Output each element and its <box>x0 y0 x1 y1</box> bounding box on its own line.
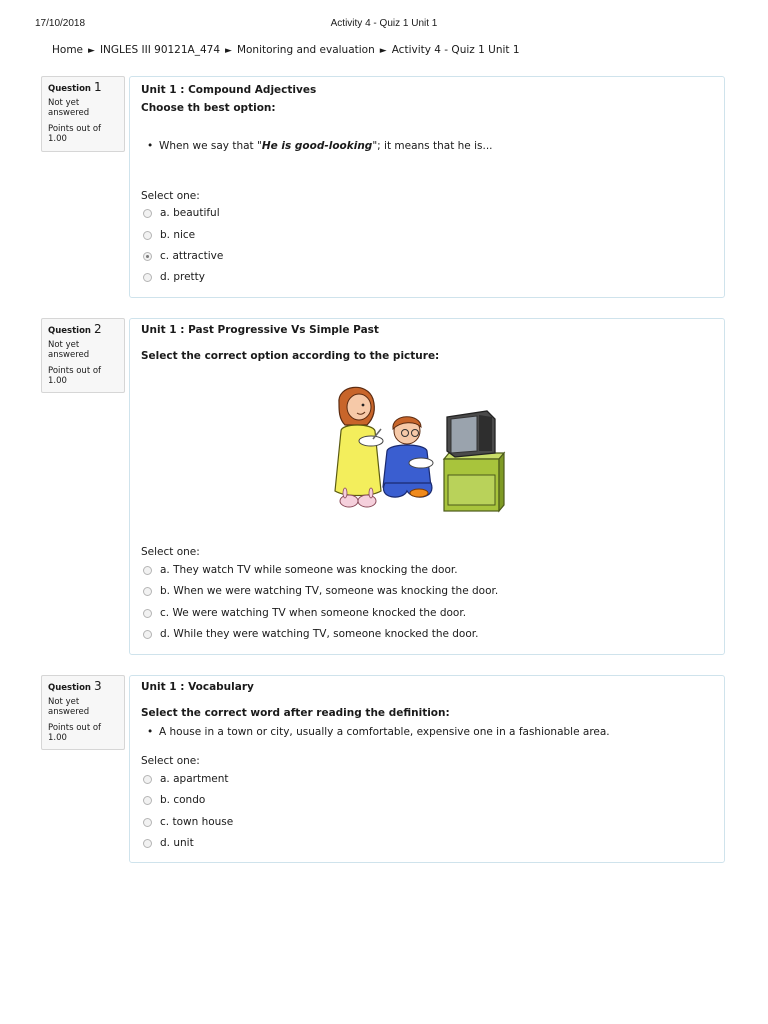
question-3-content <box>129 675 725 863</box>
question-label: Question <box>48 683 91 693</box>
question-points: Points out of 1.00 <box>48 723 102 743</box>
question-number <box>48 324 118 336</box>
option-a[interactable] <box>143 773 229 785</box>
option-label: a. apartment <box>160 773 229 785</box>
radio-icon[interactable] <box>143 566 152 575</box>
definition-text: A house in a town or city, usually a comfortable, expensive one in a fashionable area. <box>159 726 610 738</box>
select-one-label: Select one: <box>141 755 200 767</box>
question-1-info <box>41 76 125 152</box>
breadcrumb-course[interactable]: INGLES III 90121A_474 <box>99 44 221 56</box>
breadcrumb-section[interactable]: Monitoring and evaluation <box>236 44 375 56</box>
radio-checked-icon[interactable] <box>143 252 152 261</box>
radio-icon[interactable] <box>143 231 152 240</box>
radio-icon[interactable] <box>143 775 152 784</box>
question-points: Points out of 1.00 <box>48 366 102 386</box>
question-state: Not yet answered <box>48 98 90 118</box>
question-number-value: 2 <box>93 322 102 336</box>
children-watching-tv-illustration <box>327 379 511 519</box>
option-d[interactable] <box>143 837 194 849</box>
option-c[interactable] <box>143 816 233 828</box>
question-title: Unit 1 : Vocabulary <box>141 681 254 693</box>
option-label: c. attractive <box>160 250 224 262</box>
question-number-value: 1 <box>93 80 102 94</box>
breadcrumb <box>52 44 520 56</box>
question-2-content <box>129 318 725 655</box>
prompt-emphasis: He is good-looking <box>261 140 373 152</box>
question-instruction: Select the correct word after reading the definition: <box>141 707 450 719</box>
question-state: Not yet answered <box>48 340 90 360</box>
print-title: Activity 4 - Quiz 1 Unit 1 <box>330 18 438 29</box>
radio-icon[interactable] <box>143 818 152 827</box>
option-b[interactable] <box>143 585 498 597</box>
print-date: 17/10/2018 <box>35 18 86 29</box>
question-number <box>48 82 118 94</box>
option-a[interactable] <box>143 564 458 576</box>
select-one-label: Select one: <box>141 546 200 558</box>
option-d[interactable] <box>143 628 478 640</box>
option-label: c. town house <box>160 816 234 828</box>
breadcrumb-quiz[interactable]: Activity 4 - Quiz 1 Unit 1 <box>391 44 520 56</box>
option-label: b. condo <box>160 794 206 806</box>
question-number-value: 3 <box>93 679 102 693</box>
question-title: Unit 1 : Compound Adjectives <box>141 84 317 96</box>
option-label: d. unit <box>160 837 194 849</box>
question-definition <box>147 726 610 738</box>
select-one-label: Select one: <box>141 190 200 202</box>
option-label: d. While they were watching TV, someone knocked the door. <box>160 628 479 640</box>
breadcrumb-separator-icon: ► <box>379 46 387 56</box>
radio-icon[interactable] <box>143 796 152 805</box>
girl-figure-icon <box>335 387 383 507</box>
radio-icon[interactable] <box>143 587 152 596</box>
question-title: Unit 1 : Past Progressive Vs Simple Past <box>141 324 379 336</box>
option-label: a. beautiful <box>160 207 220 219</box>
question-2-info <box>41 318 125 393</box>
boy-figure-icon <box>383 417 433 497</box>
option-label: b. When we were watching TV, someone was knocking the door. <box>160 585 499 597</box>
print-header <box>0 18 768 32</box>
option-label: a. They watch TV while someone was knocking the door. <box>160 564 458 576</box>
breadcrumb-home[interactable]: Home <box>52 44 84 56</box>
prompt-text: When we say that " <box>159 140 262 152</box>
radio-icon[interactable] <box>143 209 152 218</box>
option-a[interactable] <box>143 207 220 219</box>
option-c[interactable] <box>143 607 466 619</box>
question-number <box>48 681 118 693</box>
breadcrumb-separator-icon: ► <box>88 46 95 56</box>
option-b[interactable] <box>143 229 195 241</box>
question-instruction: Select the correct option according to the picture: <box>141 350 440 362</box>
radio-icon[interactable] <box>143 273 152 282</box>
option-c[interactable] <box>143 250 223 262</box>
option-label: d. pretty <box>160 271 205 283</box>
breadcrumb-separator-icon: ► <box>225 46 232 56</box>
question-instruction: Choose th best option: <box>141 102 276 114</box>
option-d[interactable] <box>143 271 205 283</box>
question-1-content <box>129 76 725 298</box>
question-3-info <box>41 675 125 750</box>
question-label: Question <box>48 84 91 94</box>
option-label: b. nice <box>160 229 196 241</box>
option-b[interactable] <box>143 794 205 806</box>
option-label: c. We were watching TV when someone knocked the door. <box>160 607 467 619</box>
question-state: Not yet answered <box>48 697 90 717</box>
question-points: Points out of 1.00 <box>48 124 102 144</box>
radio-icon[interactable] <box>143 839 152 848</box>
question-label: Question <box>48 326 91 336</box>
prompt-text: "; it means that he is... <box>372 140 493 152</box>
radio-icon[interactable] <box>143 630 152 639</box>
question-prompt <box>147 140 493 152</box>
radio-icon[interactable] <box>143 609 152 618</box>
tv-icon <box>444 411 504 511</box>
